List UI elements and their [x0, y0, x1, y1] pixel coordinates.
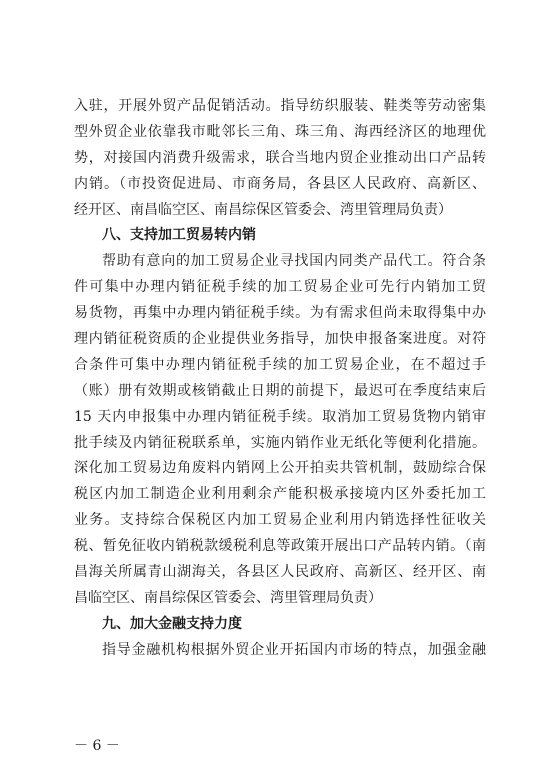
paragraph-line: 15 天内申报集中办理内销征税手续。取消加工贸易货物内销审: [74, 408, 486, 425]
paragraph-line: 经开区、南昌临空区、南昌综保区管委会、湾里管理局负责）: [74, 201, 452, 218]
paragraph-line: 件可集中办理内销征税手续的加工贸易企业可先行内销加工贸: [74, 279, 486, 296]
paragraph-line: 入驻，开展外贸产品促销活动。指导纺织服装、鞋类等劳动密集: [74, 98, 486, 114]
paragraph-line: 指导金融机构根据外贸企业开拓国内市场的特点，加强金融: [102, 641, 486, 658]
paragraph-line: 深化加工贸易边角废料内销网上公开拍卖共管机制，鼓励综合保: [74, 460, 486, 477]
paragraph-1: [74, 94, 486, 223]
paragraph-line: （账）册有效期或核销截止日期的前提下，最迟可在季度结束后: [74, 382, 486, 399]
paragraph-line: 理内销征税资质的企业提供业务指导，加快申报备案进度。对符: [74, 331, 486, 348]
paragraph-line: 税区内加工制造企业利用剩余产能积极承接境内区外委托加工: [74, 486, 486, 503]
document-body: [74, 94, 486, 664]
paragraph-line: 业务。支持综合保税区内加工贸易企业利用内销选择性征收关: [74, 512, 486, 529]
paragraph-line: 型外贸企业依靠我市毗邻长三角、珠三角、海西经济区的地理优: [74, 123, 486, 140]
page-number: － 6 －: [74, 738, 120, 754]
paragraph-line: 内销。（市投资促进局、市商务局，各县区人民政府、高新区、: [74, 175, 486, 192]
paragraph-line: 易货物，再集中办理内销征税手续。为有需求但尚未取得集中办: [74, 305, 486, 322]
paragraph-line: 批手续及内销征税联系单，实施内销作业无纸化等便利化措施。: [74, 434, 486, 451]
paragraph-line: 帮助有意向的加工贸易企业寻找国内同类产品代工。符合条: [102, 253, 486, 270]
paragraph-2: [74, 249, 486, 611]
paragraph-line: 昌海关所属青山湖海关，各县区人民政府、高新区、经开区、南: [74, 564, 486, 581]
paragraph-line: 昌临空区、南昌综保区管委会、湾里管理局负责）: [74, 589, 382, 606]
paragraph-line: 税、暂免征收内销税款缓税利息等政策开展出口产品转内销。（南: [74, 538, 486, 555]
section-heading-8: 八、支持加工贸易转内销: [102, 227, 256, 244]
paragraph-line: 势，对接国内消费升级需求，联合当地内贸企业推动出口产品转: [74, 149, 486, 166]
section-heading-9: 九、加大金融支持力度: [102, 615, 242, 632]
paragraph-line: 合条件可集中办理内销征税手续的加工贸易企业，在不超过手: [74, 356, 486, 373]
paragraph-3: [74, 638, 486, 664]
